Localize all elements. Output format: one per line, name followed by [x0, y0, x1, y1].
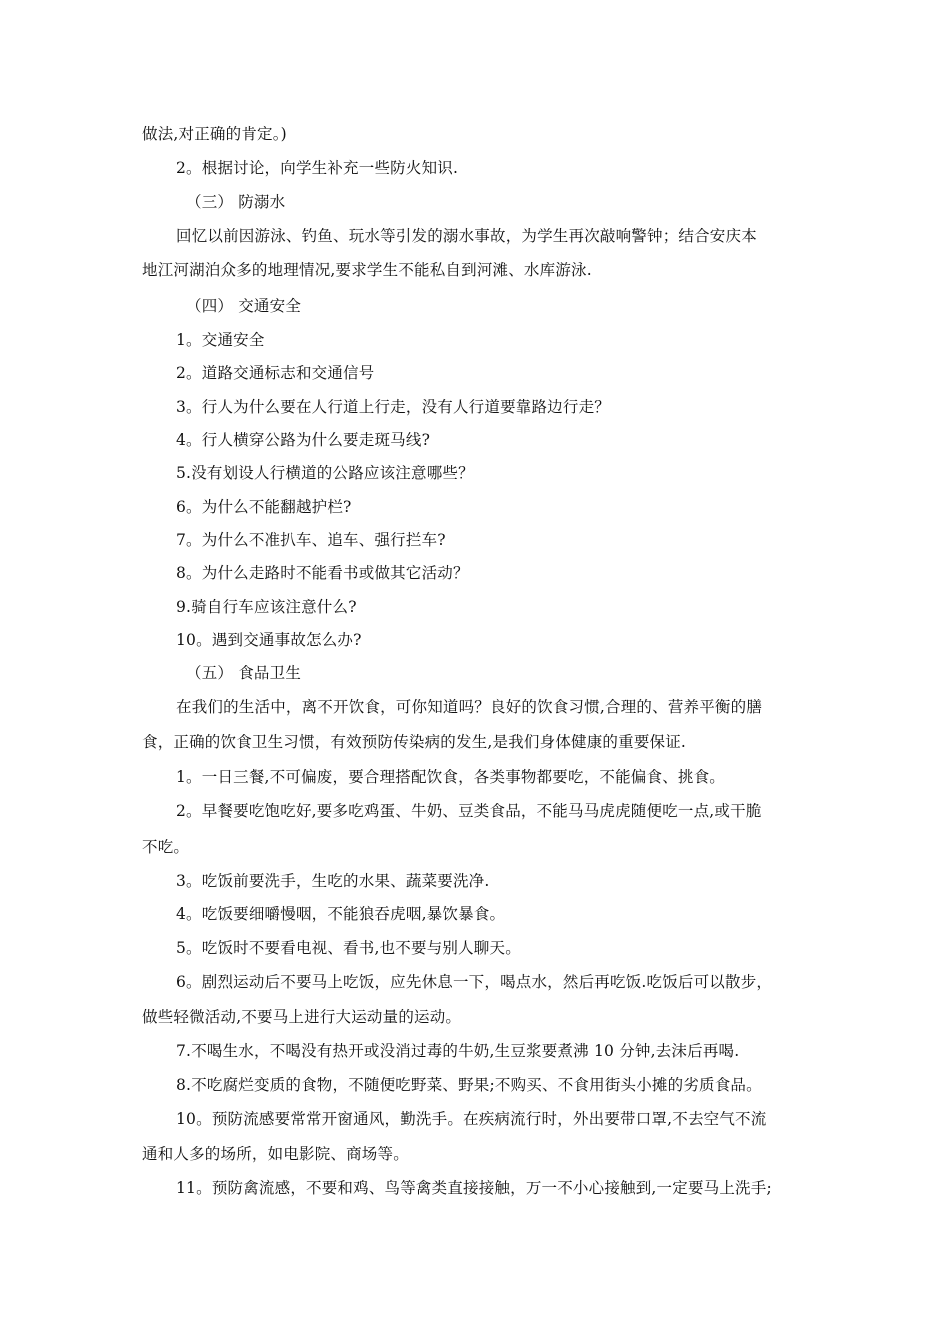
- list-item: 1。交通安全: [176, 331, 265, 349]
- list-item: 4。吃饭要细嚼慢咽，不能狼吞虎咽,暴饮暴食。: [176, 905, 506, 923]
- list-item: 1。一日三餐,不可偏废，要合理搭配饮食，各类事物都要吃，不能偏食、挑食。: [176, 768, 725, 786]
- list-item-continuation: 不吃。: [142, 838, 190, 856]
- list-item: 8.不吃腐烂变质的食物，不随便吃野菜、野果;不购买、不食用街头小摊的劣质食品。: [176, 1076, 762, 1094]
- list-item: 9.骑自行车应该注意什么?: [176, 598, 357, 616]
- section-heading: （四） 交通安全: [186, 297, 302, 315]
- section-heading: （三） 防溺水: [186, 193, 286, 211]
- list-item: 10。遇到交通事故怎么办?: [176, 631, 362, 649]
- list-item: 7。为什么不准扒车、追车、强行拦车?: [176, 531, 446, 549]
- list-item: 8。为什么走路时不能看书或做其它活动？: [176, 564, 469, 582]
- text-line-continuation: 做法,对正确的肯定。): [142, 125, 287, 143]
- list-item: 6。剧烈运动后不要马上吃饭，应先休息一下，喝点水，然后再吃饭.吃饭后可以散步，: [176, 973, 773, 991]
- paragraph-line: 在我们的生活中，离不开饮食，可你知道吗？良好的饮食习惯,合理的、营养平衡的膳: [176, 698, 763, 716]
- paragraph-line: 食，正确的饮食卫生习惯，有效预防传染病的发生,是我们身体健康的重要保证.: [142, 733, 687, 751]
- text-line-item: 2。根据讨论，向学生补充一些防火知识.: [176, 159, 459, 177]
- list-item: 6。为什么不能翻越护栏?: [176, 498, 352, 516]
- paragraph-line: 回忆以前因游泳、钓鱼、玩水等引发的溺水事故，为学生再次敲响警钟；结合安庆本: [176, 227, 757, 245]
- section-heading: （五） 食品卫生: [186, 664, 302, 682]
- list-item: 10。预防流感要常常开窗通风，勤洗手。在疾病流行时，外出要带口罩,不去空气不流: [176, 1110, 767, 1128]
- list-item: 4。行人横穿公路为什么要走斑马线?: [176, 431, 431, 449]
- list-item: 11。预防禽流感，不要和鸡、鸟等禽类直接接触，万一不小心接触到,一定要马上洗手;: [176, 1179, 772, 1197]
- list-item-continuation: 做些轻微活动,不要马上进行大运动量的运动。: [142, 1008, 462, 1026]
- list-item-continuation: 通和人多的场所，如电影院、商场等。: [142, 1145, 409, 1163]
- list-item: 7.不喝生水，不喝没有热开或没消过毒的牛奶,生豆浆要煮沸 10 分钟,去沫后再喝.: [176, 1042, 740, 1060]
- list-item: 3。吃饭前要洗手，生吃的水果、蔬菜要洗净.: [176, 872, 490, 890]
- list-item: 2。早餐要吃饱吃好,要多吃鸡蛋、牛奶、豆类食品，不能马马虎虎随便吃一点,或干脆: [176, 802, 762, 820]
- list-item: 3。行人为什么要在人行道上行走，没有人行道要靠路边行走？: [176, 398, 610, 416]
- paragraph-line: 地江河湖泊众多的地理情况,要求学生不能私自到河滩、水库游泳.: [142, 261, 592, 279]
- list-item: 5.没有划设人行横道的公路应该注意哪些？: [176, 464, 474, 482]
- list-item: 2。道路交通标志和交通信号: [176, 364, 375, 382]
- list-item: 5。吃饭时不要看电视、看书,也不要与别人聊天。: [176, 939, 521, 957]
